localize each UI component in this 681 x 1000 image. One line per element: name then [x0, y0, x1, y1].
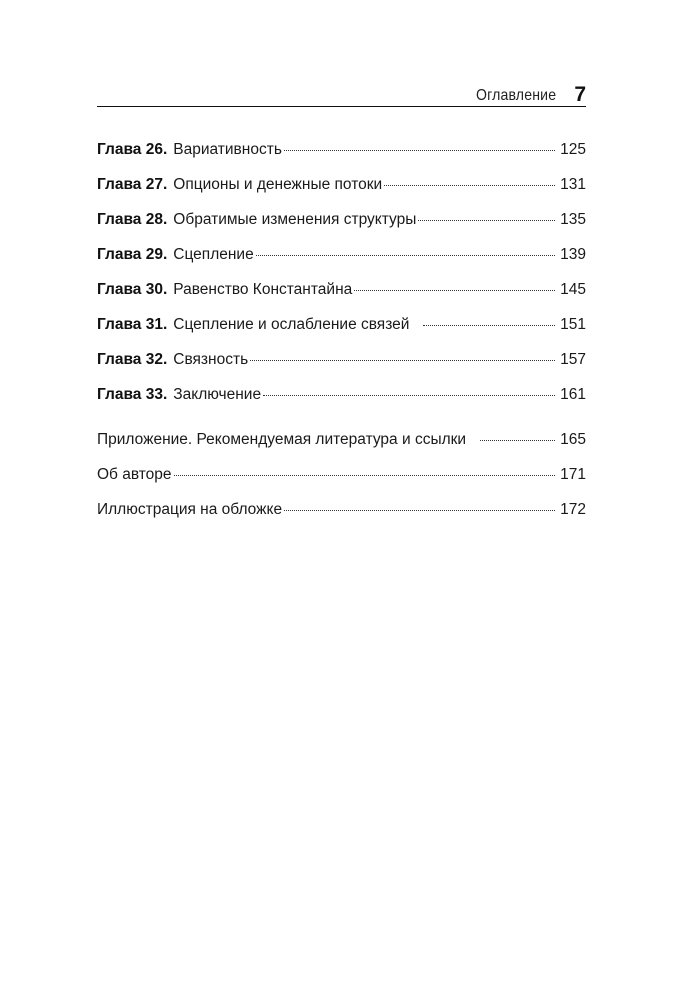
- chapter-title: Связность: [173, 351, 249, 368]
- chapter-title: Вариативность: [173, 141, 282, 158]
- header-rule: [97, 106, 586, 107]
- appendix-title: Иллюстрация на обложке: [97, 501, 283, 518]
- toc-entry-appendix: [97, 430, 586, 465]
- chapter-label: Глава 28.: [97, 211, 168, 228]
- toc-entry-chapter-27: [97, 175, 586, 210]
- toc-entry-chapter-33: [97, 385, 586, 420]
- dot-leader: [423, 325, 555, 326]
- page-number: 131: [560, 176, 586, 193]
- dot-leader: [384, 185, 555, 186]
- toc-entry-chapter-29: [97, 245, 586, 280]
- header-title: Оглавление: [476, 87, 557, 104]
- chapter-title: Опционы и денежные потоки: [173, 176, 383, 193]
- page-number: 135: [560, 211, 586, 228]
- toc-entry-chapter-28: [97, 210, 586, 245]
- dot-leader: [263, 395, 555, 396]
- table-of-contents: [97, 140, 586, 535]
- chapter-label: Глава 29.: [97, 246, 168, 263]
- chapter-title: Заключение: [173, 386, 262, 403]
- chapter-label: Глава 31.: [97, 316, 168, 333]
- appendix-title: Об авторе: [97, 466, 172, 483]
- dot-leader: [418, 220, 555, 221]
- toc-entry-cover-illustration: [97, 500, 586, 535]
- chapter-label: Глава 26.: [97, 141, 168, 158]
- page-number: 145: [560, 281, 586, 298]
- dot-leader: [354, 290, 555, 291]
- toc-entry-chapter-32: [97, 350, 586, 385]
- toc-entry-about-author: [97, 465, 586, 500]
- dot-leader: [480, 440, 555, 441]
- chapter-title: Сцепление: [173, 246, 254, 263]
- dot-leader: [174, 475, 555, 476]
- page-number: 125: [560, 141, 586, 158]
- running-header: [97, 76, 586, 106]
- page-number: 139: [560, 246, 586, 263]
- page-number: 161: [560, 386, 586, 403]
- dot-leader: [256, 255, 555, 256]
- chapter-label: Глава 27.: [97, 176, 168, 193]
- dot-leader: [284, 150, 555, 151]
- chapter-label: Глава 30.: [97, 281, 168, 298]
- page-number: 157: [560, 351, 586, 368]
- page-number: 172: [560, 501, 586, 518]
- chapter-label: Глава 32.: [97, 351, 168, 368]
- appendix-title: Приложение. Рекомендуемая литература и ссылки: [97, 431, 467, 448]
- chapter-title: Сцепление и ослабление связей: [173, 316, 410, 333]
- page-number: 151: [560, 316, 586, 333]
- chapter-title: Равенство Константайна: [173, 281, 353, 298]
- toc-entry-chapter-26: [97, 140, 586, 175]
- header-page-number: 7: [574, 83, 586, 106]
- toc-entry-chapter-31: [97, 315, 586, 350]
- toc-entry-chapter-30: [97, 280, 586, 315]
- dot-leader: [284, 510, 555, 511]
- chapter-title: Обратимые изменения структуры: [173, 211, 417, 228]
- dot-leader: [250, 360, 555, 361]
- page-number: 165: [560, 431, 586, 448]
- page-number: 171: [560, 466, 586, 483]
- chapter-label: Глава 33.: [97, 386, 168, 403]
